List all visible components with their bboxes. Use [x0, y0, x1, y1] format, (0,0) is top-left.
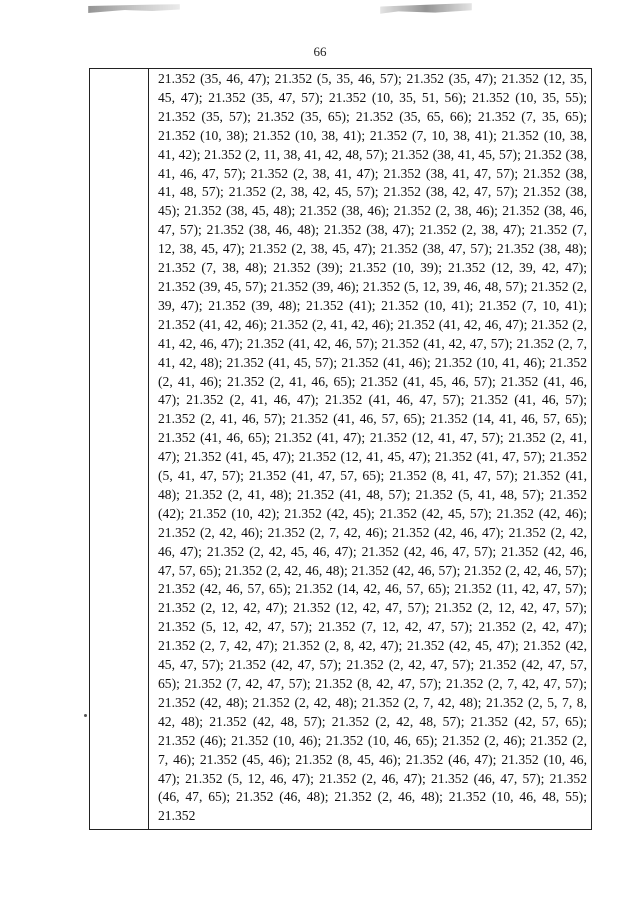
class-code-list: 21.352 (35, 46, 47); 21.352 (5, 35, 46, 57); 21.352 (35, 47); 21.352 (12, 35, 45, 47); 21.352 (35, 47, 57); 21.352 (10, 35, 51, 56); 21.352 (10, 35, 55); 21.352 (35, 57); 21.352 (35, 65); 21.352 (35, 65, 66); 21.352 (7, 35, 65); 21.352 (10, 38); 21.352 (10, 38, 41); 21.352 (7, 10, 38, 41); 21.352 (10, 38, 41, 42); 21.352 (2, 11, 38, 41, 42, 48, 57); 21.352 (38, 41, 45, 57); 21.352 (38, 41, 46, 47, 57); 21.352 (2, 38, 41, 47); 21.352 (38, 41, 47, 57); 21.352 (38, 41, 48, 57); 21.352 (2, 38, 42, 45, 57); 21.352 (38, 42, 47, 57); 21.352 (38, 45); 21.352 (38, 45, 48); 21.352 (38, 46); 21.352 (2, 38, 46); 21.352 (38, 46, 47, 57); 21.352 (38, 46, 48); 21.352 (38, 47); 21.352 (2, 38, 47); 21.352 (7, 12, 38, 45, 47); 21.352 (2, 38, 45, 47); 21.352 (38, 47, 57); 21.352 (38, 48); 21.352 (7, 38, 48); 21.352 (39); 21.352 (10, 39); 21.352 (12, 39, 42, 47); 21.352 (39, 45, 57); 21.352 (39, 46); 21.352 (5, 12, 39, 46, 48, 57); 21.352 (2, 39, 47); 21.352 (39, 48); 21.352 (41); 21.352 (10, 41); 21.352 (7, 10, 41); 21.352 (41, 42, 46); 21.352 (2, 41, 42, 46); 21.352 (41, 42, 46, 47); 21.352 (2, 41, 42, 46, 47); 21.352 (41, 42, 46, 57); 21.352 (41, 42, 47, 57); 21.352 (2, 7, 41, 42, 48); 21.352 (41, 45, 57); 21.352 (41, 46); 21.352 (10, 41, 46); 21.352 (2, 41, 46); 21.352 (2, 41, 46, 65); 21.352 (41, 45, 46, 57); 21.352 (41, 46, 47); 21.352 (2, 41, 46, 47); 21.352 (41, 46, 47, 57); 21.352 (41, 46, 57); 21.352 (2, 41, 46, 57); 21.352 (41, 46, 57, 65); 21.352 (14, 41, 46, 57, 65); 21.352 (41, 46, 65); 21.352 (41, 47); 21.352 (12, 41, 47, 57); 21.352 (2, 41, 47); 21.352 (41, 45, 47); 21.352 (12, 41, 45, 47); 21.352 (41, 47, 57); 21.352 (5, 41, 47, 57); 21.352 (41, 47, 57, 65); 21.352 (8, 41, 47, 57); 21.352 (41, 48); 21.352 (2, 41, 48); 21.352 (41, 48, 57); 21.352 (5, 41, 48, 57); 21.352 (42); 21.352 (10, 42); 21.352 (42, 45); 21.352 (42, 45, 57); 21.352 (42, 46); 21.352 (2, 42, 46); 21.352 (2, 7, 42, 46); 21.352 (42, 46, 47); 21.352 (2, 42, 46, 47); 21.352 (2, 42, 45, 46, 47); 21.352 (42, 46, 47, 57); 21.352 (42, 46, 47, 57, 65); 21.352 (2, 42, 46, 48); 21.352 (42, 46, 57); 21.352 (2, 42, 46, 57); 21.352 (42, 46, 57, 65); 21.352 (14, 42, 46, 57, 65); 21.352 (11, 42, 47, 57); 21.352 (2, 12, 42, 47); 21.352 (12, 42, 47, 57); 21.352 (2, 12, 42, 47, 57); 21.352 (5, 12, 42, 47, 57); 21.352 (7, 12, 42, 47, 57); 21.352 (2, 42, 47); 21.352 (2, 7, 42, 47); 21.352 (2, 8, 42, 47); 21.352 (42, 45, 47); 21.352 (42, 45, 47, 57); 21.352 (42, 47, 57); 21.352 (2, 42, 47, 57); 21.352 (42, 47, 57, 65); 21.352 (7, 42, 47, 57); 21.352 (8, 42, 47, 57); 21.352 (2, 7, 42, 47, 57); 21.352 (42, 48); 21.352 (2, 42, 48); 21.352 (2, 7, 42, 48); 21.352 (2, 5, 7, 8, 42, 48); 21.352 (42, 48, 57); 21.352 (2, 42, 48, 57); 21.352 (42, 57, 65); 21.352 (46); 21.352 (10, 46); 21.352 (10, 46, 65); 21.352 (2, 46); 21.352 (2, 7, 46); 21.352 (45, 46); 21.352 (8, 45, 46); 21.352 (46, 47); 21.352 (10, 46, 47); 21.352 (5, 12, 46, 47); 21.352 (2, 46, 47); 21.352 (46, 47, 57); 21.352 (46, 47, 65); 21.352 (46, 48); 21.352 (2, 46, 48); 21.352 (10, 46, 48, 55); 21.352 [158, 71, 587, 824]
page-number: 66 [313, 44, 327, 59]
scan-speck [84, 714, 87, 717]
table-left-cell [90, 69, 149, 829]
content-table [89, 68, 592, 830]
scan-artifact-top-right [380, 3, 472, 15]
scan-artifact-top-left [88, 4, 180, 14]
table-right-cell [149, 69, 591, 829]
